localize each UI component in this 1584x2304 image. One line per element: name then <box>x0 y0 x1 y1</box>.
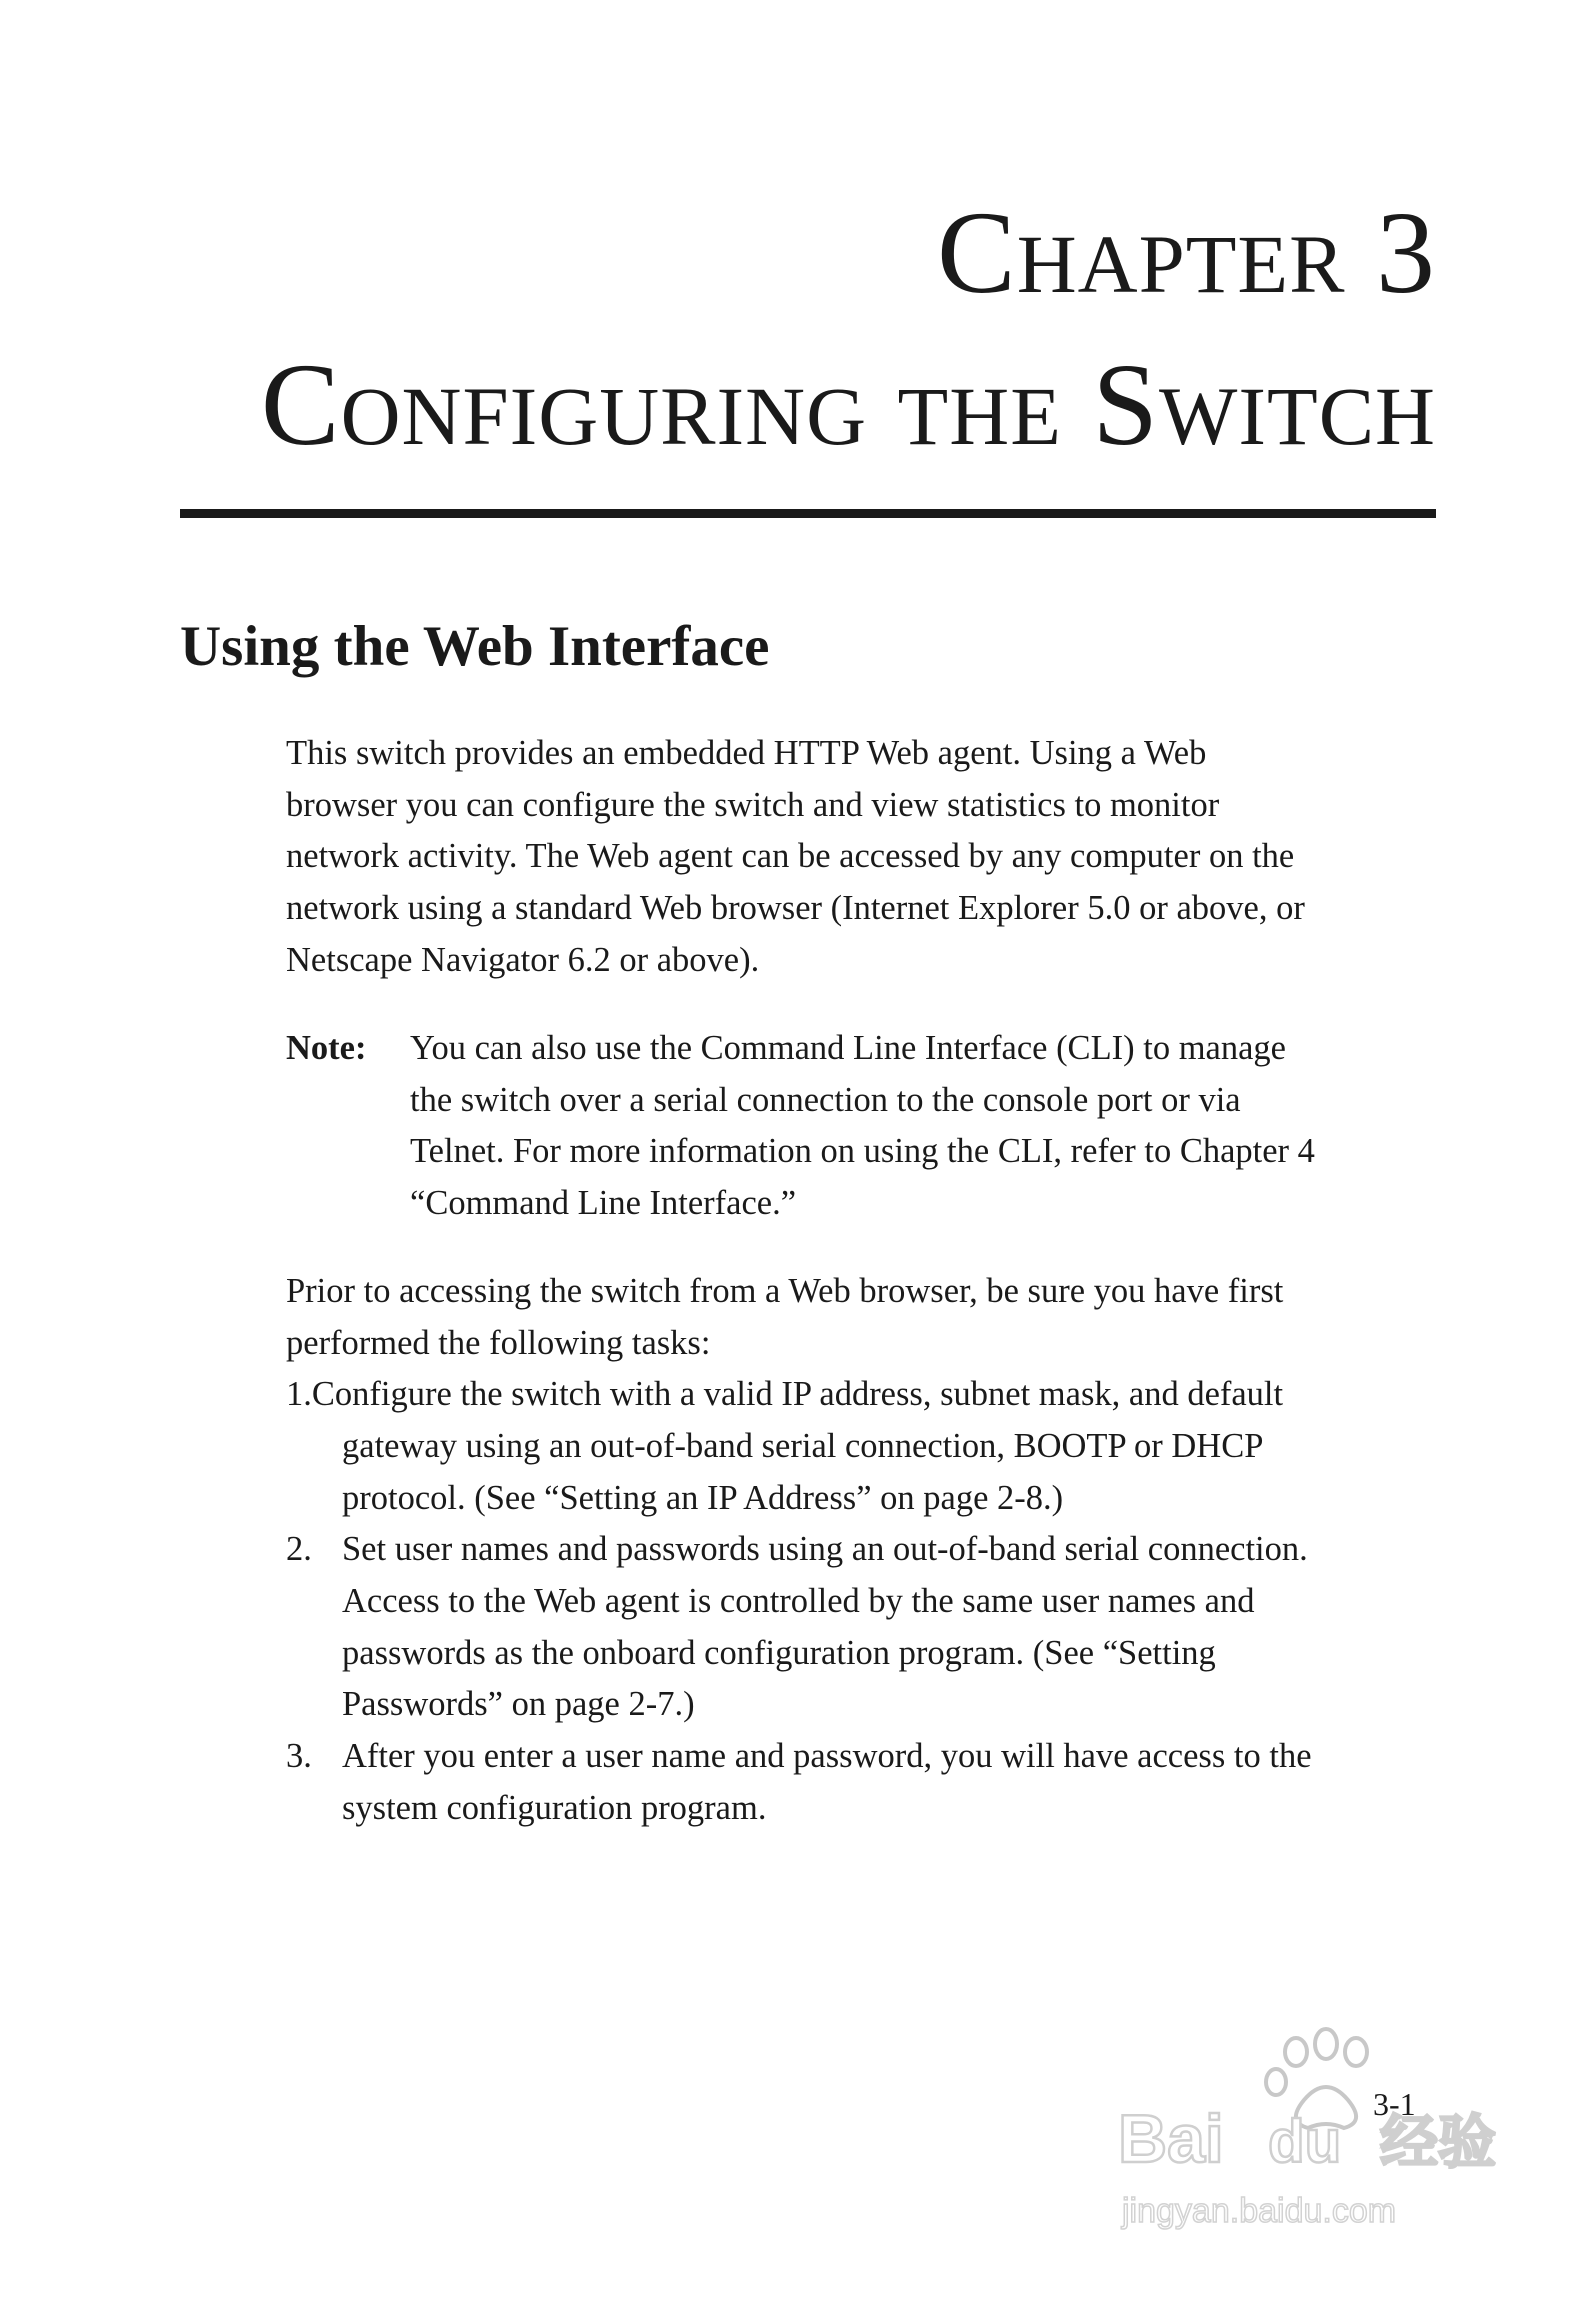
prereq-line: performed the following tasks: <box>286 1323 711 1362</box>
intro-line: network activity. The Web agent can be accessed by any computer on the <box>286 837 1295 876</box>
intro-line: browser you can configure the switch and view statistics to monitor <box>286 785 1220 824</box>
note-line: Telnet. For more information on using the CLI, refer to Chapter 4 <box>410 1132 1315 1171</box>
paw-icon <box>1266 2029 1367 2128</box>
task-1-line: 1.Configure the switch with a valid IP address, subnet mask, and default <box>286 1375 1284 1413</box>
watermark-brand-bai: Bai <box>1118 2101 1224 2177</box>
task-2-number: 2. <box>286 1530 312 1568</box>
intro-line: network using a standard Web browser (Internet Explorer 5.0 or above, or <box>286 889 1305 928</box>
watermark-brand-cn: 经验 <box>1380 2110 1497 2175</box>
intro-line: This switch provides an embedded HTTP Web agent. Using a Web <box>286 734 1207 772</box>
task-3-line: After you enter a user name and password, you will have access to the <box>342 1737 1312 1775</box>
task-2-line: Set user names and passwords using an out-of-band serial connection. <box>342 1530 1308 1568</box>
watermark-brand-du: du <box>1268 2108 1342 2175</box>
task-1-line: protocol. (See “Setting an IP Address” on page 2-8.) <box>342 1479 1064 1517</box>
section-heading: Using the Web Interface <box>180 615 770 678</box>
note-label: Note: <box>286 1029 367 1067</box>
prereq-line: Prior to accessing the switch from a Web browser, be sure you have first <box>286 1272 1284 1310</box>
note-line: “Command Line Interface.” <box>410 1184 797 1223</box>
intro-line: Netscape Navigator 6.2 or above). <box>286 940 760 979</box>
watermark-url: jingyan.baidu.com <box>1122 2192 1397 2230</box>
prereq-paragraph <box>286 1266 1283 1369</box>
baidu-watermark <box>1118 2022 1498 2252</box>
chapter-number: Chapter 3 <box>936 187 1436 318</box>
task-2-line: Passwords” on page 2-7.) <box>342 1685 695 1723</box>
task-2-line: passwords as the onboard configuration program. (See “Setting <box>342 1634 1216 1672</box>
task-2-line: Access to the Web agent is controlled by the same user names and <box>342 1582 1255 1620</box>
note-text <box>410 1023 1315 1230</box>
chapter-divider <box>180 509 1436 518</box>
intro-paragraph <box>286 728 1305 987</box>
chapter-title: Configuring the Switch <box>260 339 1436 470</box>
task-3-number: 3. <box>286 1737 312 1775</box>
task-1-line: gateway using an out-of-band serial connection, BOOTP or DHCP <box>342 1427 1264 1465</box>
task-3-line: system configuration program. <box>342 1789 767 1827</box>
note-line: You can also use the Command Line Interface (CLI) to manage <box>410 1029 1286 1067</box>
page-number: 3-1 <box>1373 2086 1416 2122</box>
note-line: the switch over a serial connection to the console port or via <box>410 1080 1241 1119</box>
